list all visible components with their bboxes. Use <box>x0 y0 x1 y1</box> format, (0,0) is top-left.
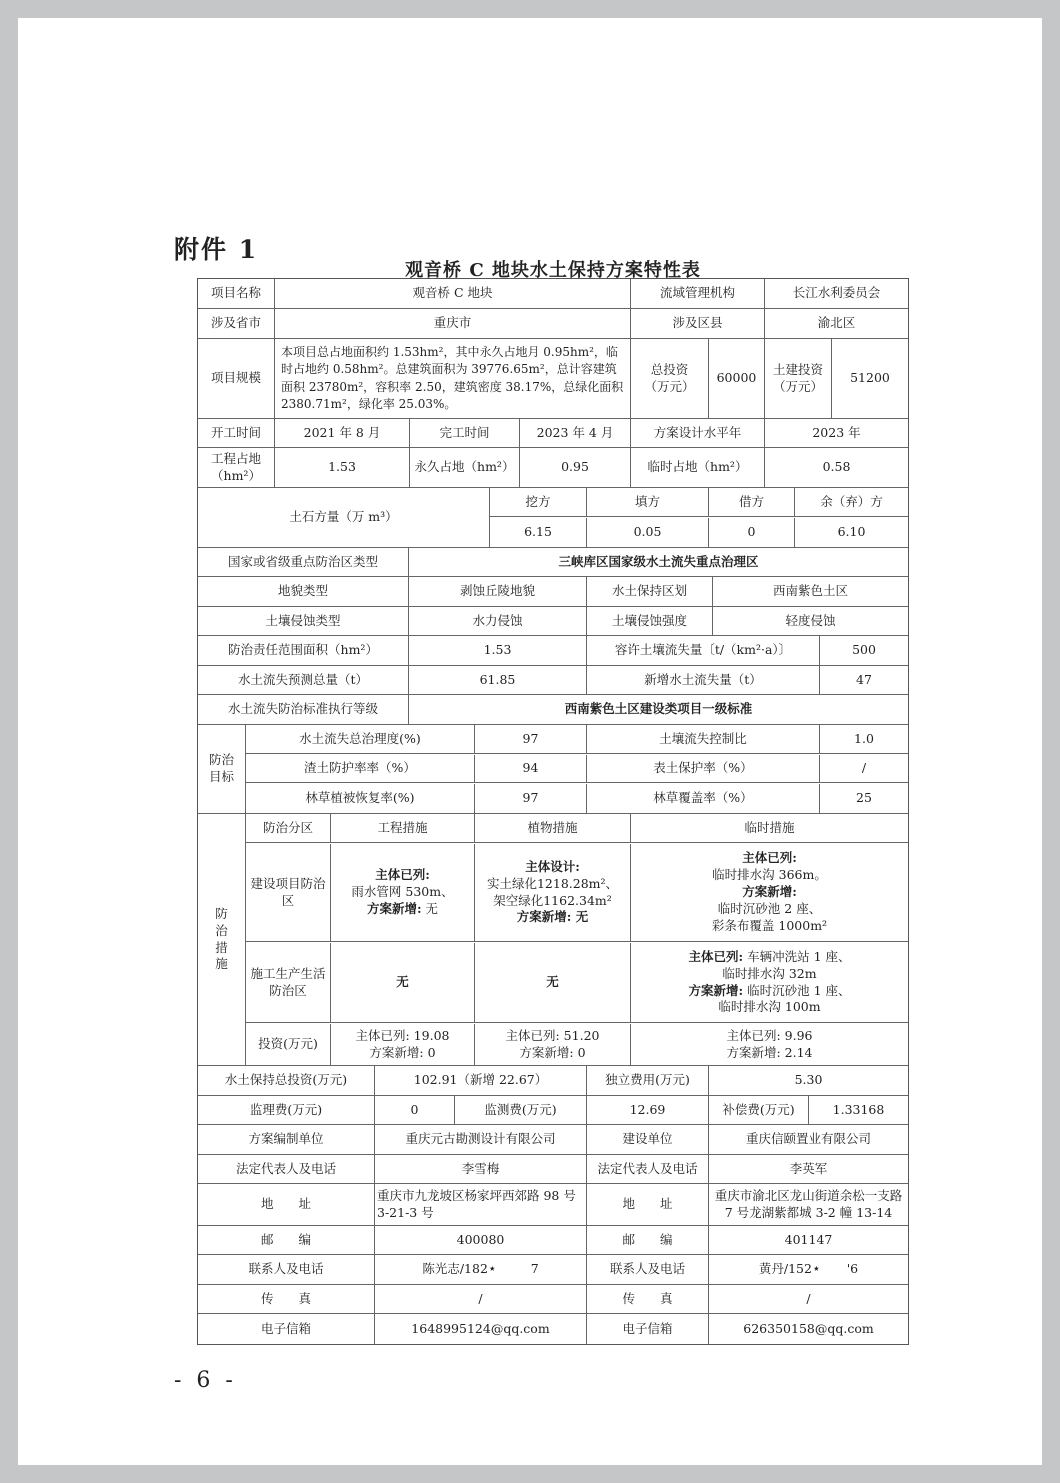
value-legal-rep-2: 李英军 <box>789 1160 828 1176</box>
label-district: 涉及区县 <box>631 309 765 338</box>
label-permanent-land: 永久占地（hm²） <box>410 448 520 487</box>
label-investment: 投资(万元) <box>246 1024 331 1065</box>
m1-engineering <box>331 844 475 942</box>
label-independent-cost: 独立费用(万元) <box>587 1066 709 1095</box>
page-number: - 6 - <box>174 1368 237 1393</box>
m2-temp-new-2: 临时排水沟 100m <box>718 999 821 1015</box>
value-total-swc-investment: 102.91（新增 22.67） <box>375 1066 587 1095</box>
label-erosion-intensity: 土壤侵蚀强度 <box>587 607 713 635</box>
label-postcode-1: 邮 编 <box>198 1226 375 1254</box>
value-address-2: 重庆市渝北区龙山街道余松一支路 7 号龙湖紫都城 3-2 幢 13-14 <box>714 1187 903 1220</box>
value-address-1: 重庆市九龙坡区杨家坪西郊路 98 号 3-21-3 号 <box>375 1184 587 1225</box>
label-prep-unit: 方案编制单位 <box>198 1125 375 1154</box>
m2-temporary <box>631 943 908 1023</box>
value-fill: 0.05 <box>587 518 709 547</box>
value-postcode-1: 400080 <box>375 1226 587 1254</box>
m1-plant-design-label: 主体设计: <box>525 858 580 874</box>
m3-temp-existing: 主体已列: 9.96 <box>726 1028 813 1044</box>
label-landform: 地貌类型 <box>198 577 409 606</box>
header-excavation: 挖方 <box>490 488 587 517</box>
table-row <box>198 1226 908 1255</box>
header-fill: 填方 <box>587 488 709 517</box>
m1-eng-existing-label: 主体已列: <box>375 867 430 883</box>
value-start-time: 2021 年 8 月 <box>275 419 410 447</box>
table-row <box>198 1066 908 1096</box>
value-district: 渝北区 <box>817 315 856 331</box>
value-excavation: 6.15 <box>490 518 587 547</box>
label-fax-2: 传 真 <box>587 1285 709 1313</box>
value-compensation-fee: 1.33168 <box>832 1101 885 1117</box>
label-erosion-type: 土壤侵蚀类型 <box>198 607 409 635</box>
value-fax-2: / <box>806 1290 811 1306</box>
m1-temp-existing: 临时排水沟 366m。 <box>712 867 827 883</box>
table-title: 观音桥 C 地块水土保持方案特性表 <box>405 260 701 281</box>
m3-eng-new: 方案新增: 0 <box>369 1044 436 1060</box>
table-row <box>198 666 908 695</box>
m3-temporary-investment <box>631 1024 908 1065</box>
attachment-label: 附件 1 <box>174 235 259 264</box>
label-topsoil-protection: 表土保护率（%） <box>587 755 820 783</box>
m3-plant-investment <box>475 1024 631 1065</box>
characteristics-table <box>197 278 909 1345</box>
table-row <box>198 488 908 548</box>
label-allowable-loss: 容许土壤流失量〔t/（km²·a）〕 <box>587 636 820 665</box>
table-row <box>198 1255 908 1285</box>
label-monitoring-fee: 监测费(万元) <box>455 1096 587 1124</box>
table-row <box>198 419 908 448</box>
label-vegetation-recovery: 林草植被恢复率(%) <box>246 784 475 813</box>
label-project-name: 项目名称 <box>198 279 275 308</box>
value-legal-rep-1: 李雪梅 <box>375 1155 587 1183</box>
label-basin-agency: 流域管理机构 <box>631 279 765 308</box>
targets-block <box>198 725 908 814</box>
value-independent-cost: 5.30 <box>794 1072 823 1088</box>
value-loss-control-ratio: 1.0 <box>820 725 908 754</box>
value-allowable-loss: 500 <box>852 642 876 658</box>
label-key-zone-type: 国家或省级重点防治区类型 <box>198 548 409 576</box>
m1-plant <box>475 844 631 942</box>
m1-eng-existing: 雨水管网 530m、 <box>351 884 454 900</box>
value-province: 重庆市 <box>275 309 631 338</box>
table-row <box>198 279 908 309</box>
m1-temp-existing-label: 主体已列: <box>742 850 797 866</box>
label-start-time: 开工时间 <box>198 419 275 447</box>
m3-eng-existing: 主体已列: 19.08 <box>355 1028 450 1044</box>
m3-temp-new: 方案新增: 2.14 <box>726 1044 813 1060</box>
value-key-zone-type: 三峡库区国家级水土流失重点治理区 <box>558 553 759 569</box>
m1-plant-new-label: 方案新增: <box>516 909 572 925</box>
document-page <box>18 18 1042 1465</box>
m2-temp-existing-label: 主体已列: <box>688 948 744 964</box>
m1-temp-new-2: 彩条布覆盖 1000m² <box>711 917 828 933</box>
redaction-star-icon: ⋆ <box>811 1261 821 1278</box>
table-row <box>198 1314 908 1344</box>
redaction-star-icon: ⋆ <box>487 1261 497 1278</box>
value-project-scale: 本项目总占地面积约 1.53hm²，其中永久占地月 0.95hm²，临时占地约 0.58hm²。总建筑面积为 39776.65m²，总计容建筑面积 23780m²，容积率 2.50，建筑密度 38.17%，总绿化面积 2380.71m²，绿化率 25.03%。 <box>275 339 631 418</box>
label-total-swc-investment: 水土保持总投资(万元) <box>198 1066 375 1095</box>
contact-2-prefix: 黄丹/152 <box>758 1261 812 1277</box>
table-row <box>198 1285 908 1314</box>
label-email-2: 电子信箱 <box>587 1314 709 1344</box>
label-earthwork: 土石方量（万 m³） <box>198 488 490 547</box>
label-postcode-2: 邮 编 <box>587 1226 709 1254</box>
value-predicted-loss: 61.85 <box>409 666 587 694</box>
label-predicted-loss: 水土流失预测总量（t） <box>198 666 409 694</box>
value-email-2: 626350158@qq.com <box>743 1320 874 1336</box>
m2-temp-new-1: 临时沉砂池 1 座、 <box>747 982 851 998</box>
label-soil-division: 水土保持区划 <box>587 577 713 606</box>
label-compensation-fee: 补偿费(万元) <box>709 1096 809 1124</box>
value-design-year: 2023 年 <box>812 424 861 440</box>
header-surplus: 余（弃）方 <box>795 488 908 517</box>
value-prep-unit: 重庆元古勘测设计有限公司 <box>375 1125 587 1154</box>
table-row <box>198 448 908 488</box>
zone-construction-living: 施工生产生活防治区 <box>246 943 331 1023</box>
label-civil-investment: 土建投资（万元） <box>765 339 832 418</box>
value-monitoring-fee: 12.69 <box>587 1096 709 1124</box>
measures-block <box>198 814 908 1066</box>
value-landform: 剥蚀丘陵地貌 <box>409 577 587 606</box>
value-end-time: 2023 年 4 月 <box>520 419 631 447</box>
value-erosion-intensity: 轻度侵蚀 <box>785 612 836 628</box>
label-standard-grade: 水土流失防治标准执行等级 <box>198 695 409 724</box>
value-temporary-land: 0.58 <box>822 459 851 475</box>
m3-engineering-investment <box>331 1024 475 1065</box>
label-measures: 防治措施 <box>198 814 246 1065</box>
header-plant: 植物措施 <box>475 814 631 843</box>
label-contact-1: 联系人及电话 <box>198 1255 375 1284</box>
value-vegetation-coverage: 25 <box>856 790 872 806</box>
table-row <box>198 1155 908 1184</box>
label-province: 涉及省市 <box>198 309 275 338</box>
m2-engineering: 无 <box>331 943 475 1023</box>
label-email-1: 电子信箱 <box>198 1314 375 1344</box>
label-supervision-fee: 监理费(万元) <box>198 1096 375 1124</box>
label-end-time: 完工时间 <box>410 419 520 447</box>
table-row <box>198 695 908 725</box>
m2-temp-existing-2: 临时排水沟 32m <box>722 965 817 981</box>
table-row <box>198 309 908 339</box>
label-vegetation-coverage: 林草覆盖率（%） <box>587 784 820 813</box>
table-row <box>198 548 908 577</box>
value-fax-1: / <box>375 1285 587 1313</box>
m3-plant-new: 方案新增: 0 <box>519 1044 586 1060</box>
table-row <box>198 339 908 419</box>
label-design-year: 方案设计水平年 <box>631 419 765 447</box>
m1-temporary <box>631 844 908 942</box>
label-loss-control-ratio: 土壤流失控制比 <box>587 725 820 754</box>
m1-plant-elevated: 架空绿化1162.34m² <box>493 892 612 908</box>
value-project-name: 观音桥 C 地块 <box>275 279 631 308</box>
m3-plant-existing: 主体已列: 51.20 <box>505 1028 600 1044</box>
table-row <box>198 636 908 666</box>
m2-temp-new-label: 方案新增: <box>688 982 744 998</box>
label-temporary-land: 临时占地（hm²） <box>631 448 765 487</box>
label-contact-2: 联系人及电话 <box>587 1255 709 1284</box>
m2-temp-existing-1: 车辆冲洗站 1 座、 <box>747 948 851 964</box>
table-row <box>198 1184 908 1226</box>
value-vegetation-recovery: 97 <box>475 784 587 813</box>
m2-plant: 无 <box>475 943 631 1023</box>
label-legal-rep-2: 法定代表人及电话 <box>587 1155 709 1183</box>
value-total-investment: 60000 <box>709 339 765 418</box>
label-new-loss: 新增水土流失量（t） <box>587 666 820 694</box>
m1-eng-new-label: 方案新增: <box>366 900 422 916</box>
m1-temp-new-label: 方案新增: <box>742 884 797 900</box>
label-address-1: 地 址 <box>198 1184 375 1225</box>
header-temporary: 临时措施 <box>631 814 908 843</box>
table-row <box>198 1125 908 1155</box>
value-topsoil-protection: / <box>820 755 908 783</box>
m1-temp-new-1: 临时沉砂池 2 座、 <box>717 900 822 916</box>
value-postcode-2: 401147 <box>784 1231 833 1247</box>
header-engineering: 工程措施 <box>331 814 475 843</box>
value-spoil-protection: 94 <box>475 755 587 783</box>
contact-1-prefix: 陈光志/182 <box>422 1261 488 1277</box>
contact-2-suffix: '6 <box>846 1261 859 1277</box>
label-fax-1: 传 真 <box>198 1285 375 1313</box>
label-total-investment: 总投资（万元） <box>631 339 709 418</box>
header-borrow: 借方 <box>709 488 795 517</box>
value-soil-division: 西南紫色土区 <box>772 583 848 599</box>
table-row <box>198 1096 908 1125</box>
contact-1-suffix: 7 <box>530 1261 539 1277</box>
label-address-2: 地 址 <box>587 1184 709 1225</box>
value-contact-1 <box>375 1255 587 1284</box>
label-project-scale: 项目规模 <box>198 339 275 418</box>
m1-plant-new: 无 <box>575 909 589 925</box>
label-responsibility-area: 防治责任范围面积（hm²） <box>198 636 409 665</box>
value-new-loss: 47 <box>856 671 872 687</box>
value-land-area: 1.53 <box>275 448 410 487</box>
value-standard-grade: 西南紫色土区建设类项目一级标准 <box>564 701 753 717</box>
label-legal-rep-1: 法定代表人及电话 <box>198 1155 375 1183</box>
m1-plant-solid: 实土绿化1218.28m²、 <box>486 875 619 891</box>
value-surplus: 6.10 <box>837 524 866 540</box>
value-civil-investment: 51200 <box>850 370 890 386</box>
label-targets: 防治目标 <box>198 725 246 813</box>
value-permanent-land: 0.95 <box>520 448 631 487</box>
table-row <box>198 607 908 636</box>
value-treatment-rate: 97 <box>475 725 587 754</box>
zone-construction-area: 建设项目防治区 <box>246 844 331 942</box>
m1-eng-new: 无 <box>425 900 439 916</box>
label-construction-unit: 建设单位 <box>587 1125 709 1154</box>
value-responsibility-area: 1.53 <box>409 636 587 665</box>
label-spoil-protection: 渣土防护率率（%） <box>246 755 475 783</box>
label-land-area: 工程占地（hm²） <box>198 448 275 487</box>
label-treatment-rate: 水土流失总治理度(%) <box>246 725 475 754</box>
value-basin-agency: 长江水利委员会 <box>792 285 881 301</box>
value-supervision-fee: 0 <box>375 1096 455 1124</box>
value-construction-unit: 重庆信颐置业有限公司 <box>745 1131 871 1147</box>
table-row <box>198 577 908 607</box>
header-zone: 防治分区 <box>246 814 331 843</box>
value-erosion-type: 水力侵蚀 <box>409 607 587 635</box>
value-contact-2 <box>709 1255 908 1284</box>
value-email-1: 1648995124@qq.com <box>375 1314 587 1344</box>
value-borrow: 0 <box>709 518 795 547</box>
